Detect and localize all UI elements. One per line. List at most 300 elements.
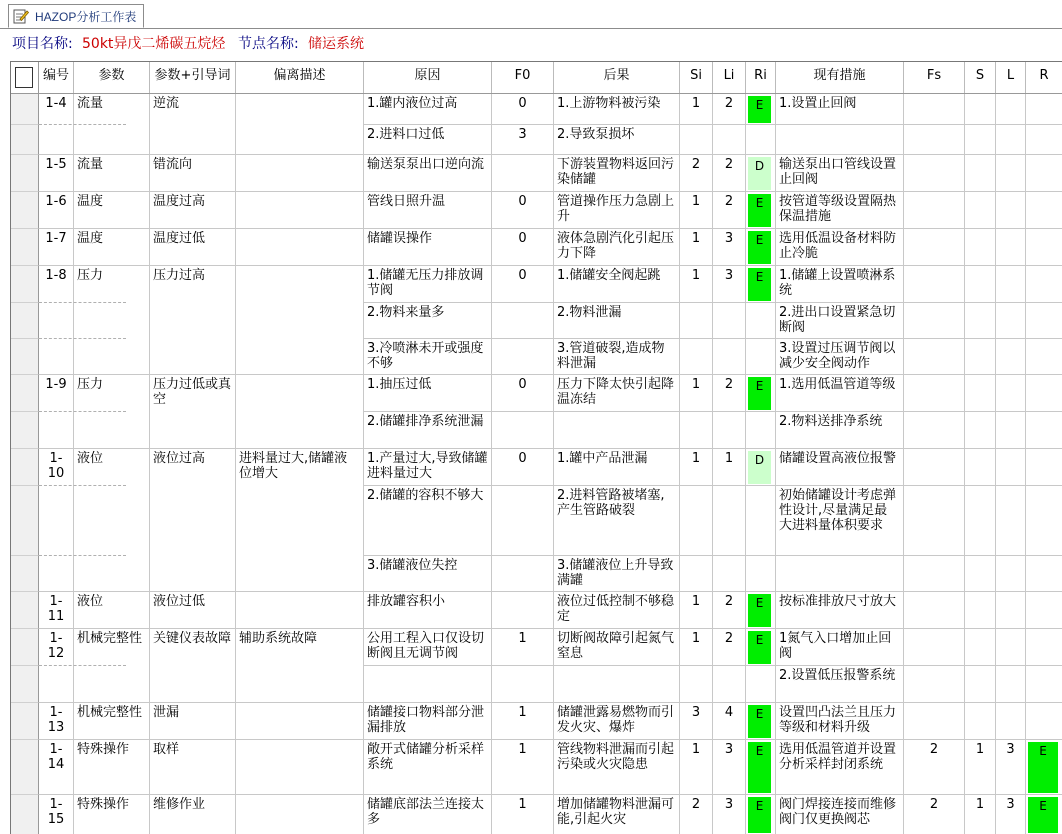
cell-measures[interactable]: 按标准排放尺寸放大 [776,592,904,629]
cell-si[interactable]: 1 [680,229,713,266]
cell-f0[interactable]: 0 [492,266,554,303]
cell-measures[interactable]: 2.设置低压报警系统 [776,666,904,703]
cell-param[interactable]: 机械完整性 [74,703,150,740]
row-selector[interactable] [11,740,39,795]
cell-deviation[interactable] [236,592,364,629]
row-selector[interactable] [11,556,39,592]
cell-consequence[interactable]: 1.上游物料被污染 [554,94,680,125]
cell-li[interactable] [713,125,746,155]
cell-r[interactable] [1026,703,1062,740]
cell-ri[interactable] [746,556,776,592]
cell-r[interactable] [1026,795,1062,834]
cell-ri[interactable] [746,486,776,556]
cell-fs[interactable] [904,412,965,449]
row-selector[interactable] [11,94,39,125]
row-selector[interactable] [11,375,39,412]
cell-l[interactable] [996,556,1026,592]
cell-si[interactable]: 1 [680,449,713,486]
cell-measures[interactable]: 3.设置过压调节阀以减少安全阀动作 [776,339,904,375]
cell-deviation[interactable] [236,795,364,834]
cell-fs[interactable] [904,303,965,339]
cell-fs[interactable]: 2 [904,795,965,834]
cell-f0[interactable] [492,666,554,703]
cell-s[interactable] [965,412,996,449]
cell-r[interactable] [1026,666,1062,703]
cell-s[interactable] [965,486,996,556]
cell-param[interactable]: 压力 [74,375,150,449]
tab-hazop-worksheet[interactable] [8,4,144,28]
cell-r[interactable] [1026,629,1062,666]
cell-cause[interactable]: 排放罐容积小 [364,592,492,629]
cell-ri[interactable] [746,412,776,449]
cell-s[interactable] [965,556,996,592]
row-selector[interactable] [11,155,39,192]
cell-consequence[interactable]: 2.进料管路被堵塞,产生管路破裂 [554,486,680,556]
cell-si[interactable] [680,666,713,703]
cell-cause[interactable]: 输送泵泵出口逆向流 [364,155,492,192]
cell-measures[interactable]: 1.设置止回阀 [776,94,904,125]
cell-id[interactable]: 1-8 [39,266,74,375]
cell-ri[interactable] [746,795,776,834]
cell-si[interactable] [680,412,713,449]
cell-si[interactable]: 1 [680,266,713,303]
cell-li[interactable] [713,303,746,339]
cell-consequence[interactable]: 液体急剧汽化引起压力下降 [554,229,680,266]
cell-measures[interactable]: 2.物料送排净系统 [776,412,904,449]
cell-id[interactable]: 1-7 [39,229,74,266]
cell-consequence[interactable]: 1.罐中产品泄漏 [554,449,680,486]
column-header-l[interactable]: L [996,62,1026,93]
column-header-id[interactable]: 编号 [39,62,74,93]
cell-li[interactable]: 2 [713,375,746,412]
cell-consequence[interactable]: 2.物料泄漏 [554,303,680,339]
cell-ri[interactable] [746,703,776,740]
cell-f0[interactable]: 1 [492,629,554,666]
cell-r[interactable] [1026,412,1062,449]
cell-si[interactable]: 1 [680,740,713,795]
cell-measures[interactable] [776,556,904,592]
cell-ri[interactable] [746,229,776,266]
cell-li[interactable]: 3 [713,229,746,266]
cell-li[interactable]: 4 [713,703,746,740]
cell-f0[interactable] [492,592,554,629]
cell-deviation[interactable] [236,94,364,155]
column-header-s[interactable]: S [965,62,996,93]
cell-s[interactable] [965,339,996,375]
cell-l[interactable] [996,375,1026,412]
cell-l[interactable] [996,125,1026,155]
cell-cause[interactable]: 3.储罐液位失控 [364,556,492,592]
cell-id[interactable]: 1-11 [39,592,74,629]
cell-measures[interactable]: 初始储罐设计考虑弹性设计,尽量满足最大进料量体积要求 [776,486,904,556]
risk-level-badge: E [748,797,771,833]
cell-guide-word[interactable]: 压力过高 [150,266,236,375]
cell-ri[interactable] [746,94,776,125]
cell-s[interactable] [965,266,996,303]
cell-l[interactable] [996,192,1026,229]
cell-si[interactable] [680,339,713,375]
row-selector[interactable] [11,266,39,303]
cell-ri[interactable] [746,266,776,303]
cell-li[interactable] [713,556,746,592]
hazop-grid[interactable] [10,61,1062,834]
column-header-guide-word[interactable]: 参数+引导词 [150,62,236,93]
cell-guide-word[interactable]: 液位过低 [150,592,236,629]
cell-f0[interactable]: 1 [492,703,554,740]
cell-l[interactable] [996,486,1026,556]
cell-id[interactable]: 1-10 [39,449,74,592]
cell-cause[interactable]: 公用工程入口仅设切断阀且无调节阀 [364,629,492,666]
cell-si[interactable]: 2 [680,155,713,192]
cell-si[interactable]: 2 [680,795,713,834]
cell-r[interactable] [1026,375,1062,412]
cell-cause[interactable]: 3.冷喷淋未开或强度不够 [364,339,492,375]
cell-guide-word[interactable]: 温度过高 [150,192,236,229]
cell-s[interactable] [965,125,996,155]
cell-guide-word[interactable]: 压力过低或真空 [150,375,236,449]
cell-measures[interactable]: 1.选用低温管道等级 [776,375,904,412]
cell-li[interactable] [713,339,746,375]
cell-li[interactable] [713,486,746,556]
cell-consequence[interactable]: 液位过低控制不够稳定 [554,592,680,629]
cell-r[interactable] [1026,740,1062,795]
cell-r[interactable] [1026,486,1062,556]
cell-param[interactable]: 流量 [74,155,150,192]
cell-si[interactable] [680,125,713,155]
cell-measures[interactable]: 1.储罐上设置喷淋系统 [776,266,904,303]
cell-l[interactable] [996,703,1026,740]
row-selector[interactable] [11,303,39,339]
cell-li[interactable] [713,666,746,703]
cell-deviation[interactable] [236,703,364,740]
cell-l[interactable]: 3 [996,795,1026,834]
cell-l[interactable] [996,666,1026,703]
column-header-cause[interactable]: 原因 [364,62,492,93]
cell-s[interactable] [965,629,996,666]
cell-f0[interactable] [492,339,554,375]
cell-s[interactable] [965,192,996,229]
cell-r[interactable] [1026,556,1062,592]
cell-cause[interactable]: 2.物料来量多 [364,303,492,339]
row-divider [39,124,126,125]
cell-li[interactable]: 3 [713,795,746,834]
cell-s[interactable] [965,703,996,740]
cell-fs[interactable] [904,375,965,412]
cell-l[interactable] [996,266,1026,303]
cell-l[interactable] [996,94,1026,125]
cell-guide-word[interactable]: 液位过高 [150,449,236,592]
cell-param[interactable]: 液位 [74,449,150,592]
cell-cause[interactable]: 2.储罐排净系统泄漏 [364,412,492,449]
cell-measures[interactable]: 选用低温设备材料防止冷脆 [776,229,904,266]
cell-l[interactable] [996,303,1026,339]
cell-id[interactable]: 1-15 [39,795,74,834]
cell-l[interactable] [996,229,1026,266]
column-header-li[interactable]: Li [713,62,746,93]
cell-li[interactable]: 2 [713,155,746,192]
cell-param[interactable]: 温度 [74,192,150,229]
row-selector[interactable] [11,629,39,666]
cell-deviation[interactable] [236,229,364,266]
cell-measures[interactable]: 按管道等级设置隔热保温措施 [776,192,904,229]
row-selector[interactable] [11,339,39,375]
cell-deviation[interactable] [236,740,364,795]
cell-param[interactable]: 压力 [74,266,150,375]
risk-level-badge: E [748,705,771,738]
cell-measures[interactable]: 储罐设置高液位报警 [776,449,904,486]
cell-f0[interactable] [492,486,554,556]
cell-guide-word[interactable]: 维修作业 [150,795,236,834]
cell-cause[interactable]: 1.储罐无压力排放调节阀 [364,266,492,303]
cell-li[interactable]: 2 [713,192,746,229]
cell-f0[interactable]: 0 [492,449,554,486]
cell-r[interactable] [1026,192,1062,229]
cell-si[interactable]: 1 [680,192,713,229]
cell-s[interactable]: 1 [965,795,996,834]
cell-fs[interactable] [904,592,965,629]
cell-param[interactable]: 机械完整性 [74,629,150,703]
cell-guide-word[interactable]: 温度过低 [150,229,236,266]
column-header-r[interactable]: R [1026,62,1062,93]
cell-r[interactable] [1026,229,1062,266]
cell-r[interactable] [1026,303,1062,339]
cell-consequence[interactable] [554,666,680,703]
cell-si[interactable]: 1 [680,629,713,666]
cell-measures[interactable]: 阀门焊接连接而维修阀门仅更换阀芯 [776,795,904,834]
cell-r[interactable] [1026,339,1062,375]
cell-cause[interactable]: 储罐误操作 [364,229,492,266]
cell-measures[interactable]: 1氮气入口增加止回阀 [776,629,904,666]
cell-cause[interactable] [364,666,492,703]
cell-cause[interactable]: 敞开式储罐分析采样系统 [364,740,492,795]
cell-consequence[interactable]: 3.储罐液位上升导致满罐 [554,556,680,592]
cell-ri[interactable] [746,339,776,375]
column-header-si[interactable]: Si [680,62,713,93]
cell-fs[interactable] [904,94,965,125]
cell-cause[interactable]: 储罐接口物料部分泄漏排放 [364,703,492,740]
cell-consequence[interactable]: 管线物料泄漏而引起污染或火灾隐患 [554,740,680,795]
cell-fs[interactable]: 2 [904,740,965,795]
cell-r[interactable] [1026,449,1062,486]
cell-guide-word[interactable]: 关键仪表故障 [150,629,236,703]
cell-f0[interactable] [492,303,554,339]
cell-ri[interactable] [746,592,776,629]
cell-consequence[interactable]: 3.管道破裂,造成物料泄漏 [554,339,680,375]
cell-f0[interactable] [492,556,554,592]
cell-s[interactable] [965,592,996,629]
cell-ri[interactable] [746,629,776,666]
cell-consequence[interactable]: 压力下降太快引起降温冻结 [554,375,680,412]
cell-s[interactable] [965,303,996,339]
cell-id[interactable]: 1-14 [39,740,74,795]
column-header-measures[interactable]: 现有措施 [776,62,904,93]
cell-param[interactable]: 液位 [74,592,150,629]
cell-id[interactable]: 1-9 [39,375,74,449]
cell-cause[interactable]: 2.储罐的容积不够大 [364,486,492,556]
cell-si[interactable]: 1 [680,375,713,412]
row-selector[interactable] [11,229,39,266]
cell-id[interactable]: 1-12 [39,629,74,703]
column-header-ri[interactable]: Ri [746,62,776,93]
cell-consequence[interactable]: 增加储罐物料泄漏可能,引起火灾 [554,795,680,834]
row-selector[interactable] [11,703,39,740]
row-selector[interactable] [11,795,39,834]
cell-si[interactable]: 3 [680,703,713,740]
cell-fs[interactable] [904,556,965,592]
cell-measures[interactable]: 输送泵出口管线设置止回阀 [776,155,904,192]
cell-param[interactable]: 特殊操作 [74,795,150,834]
cell-deviation[interactable]: 辅助系统故障 [236,629,364,703]
cell-ri[interactable] [746,125,776,155]
cell-ri[interactable] [746,375,776,412]
column-header-consequence[interactable]: 后果 [554,62,680,93]
cell-f0[interactable] [492,412,554,449]
row-selector[interactable] [11,192,39,229]
cell-fs[interactable] [904,339,965,375]
cell-cause[interactable]: 储罐底部法兰连接太多 [364,795,492,834]
cell-li[interactable]: 1 [713,449,746,486]
cell-id[interactable]: 1-4 [39,94,74,155]
cell-s[interactable] [965,155,996,192]
cell-consequence[interactable]: 1.储罐安全阀起跳 [554,266,680,303]
select-all-corner[interactable] [11,62,39,93]
cell-measures[interactable]: 选用低温管道并设置分析采样封闭系统 [776,740,904,795]
cell-ri[interactable] [746,192,776,229]
cell-r[interactable] [1026,125,1062,155]
cell-consequence[interactable] [554,412,680,449]
cell-cause[interactable]: 2.进料口过低 [364,125,492,155]
tab-strip [0,0,1062,29]
row-selector[interactable] [11,125,39,155]
cell-f0[interactable] [492,155,554,192]
cell-consequence[interactable]: 2.导致泵损坏 [554,125,680,155]
cell-li[interactable]: 2 [713,94,746,125]
cell-li[interactable]: 3 [713,266,746,303]
cell-fs[interactable] [904,449,965,486]
cell-measures[interactable]: 2.进出口设置紧急切断阀 [776,303,904,339]
cell-l[interactable] [996,339,1026,375]
cell-si[interactable]: 1 [680,94,713,125]
column-header-deviation[interactable]: 偏离描述 [236,62,364,93]
cell-s[interactable] [965,375,996,412]
column-header-f0[interactable]: F0 [492,62,554,93]
column-header-fs[interactable]: Fs [904,62,965,93]
column-header-param[interactable]: 参数 [74,62,150,93]
cell-fs[interactable] [904,229,965,266]
cell-fs[interactable] [904,666,965,703]
cell-li[interactable] [713,412,746,449]
cell-s[interactable]: 1 [965,740,996,795]
cell-cause[interactable]: 1.产量过大,导致储罐进料量过大 [364,449,492,486]
cell-consequence[interactable]: 切断阀故障引起氮气窒息 [554,629,680,666]
cell-l[interactable] [996,449,1026,486]
cell-s[interactable] [965,229,996,266]
cell-f0[interactable]: 0 [492,375,554,412]
cell-f0[interactable]: 1 [492,740,554,795]
risk-level-badge: D [748,157,771,190]
cell-consequence[interactable]: 下游装置物料返回污染储罐 [554,155,680,192]
cell-cause[interactable]: 1.罐内液位过高 [364,94,492,125]
cell-deviation[interactable] [236,266,364,375]
cell-fs[interactable] [904,629,965,666]
cell-r[interactable] [1026,155,1062,192]
cell-fs[interactable] [904,266,965,303]
cell-l[interactable] [996,155,1026,192]
cell-si[interactable]: 1 [680,592,713,629]
cell-guide-word[interactable]: 取样 [150,740,236,795]
cell-s[interactable] [965,94,996,125]
cell-deviation[interactable] [236,375,364,449]
cell-l[interactable] [996,592,1026,629]
cell-si[interactable] [680,486,713,556]
cell-guide-word[interactable]: 错流向 [150,155,236,192]
cell-deviation[interactable]: 进料量过大,储罐液位增大 [236,449,364,592]
cell-deviation[interactable] [236,192,364,229]
cell-consequence[interactable]: 储罐泄露易燃物而引发火灾、爆炸 [554,703,680,740]
cell-id[interactable]: 1-5 [39,155,74,192]
cell-f0[interactable]: 0 [492,94,554,125]
row-selector[interactable] [11,592,39,629]
cell-si[interactable] [680,303,713,339]
cell-f0[interactable]: 1 [492,795,554,834]
cell-measures[interactable]: 设置凹凸法兰且压力等级和材料升级 [776,703,904,740]
cell-si[interactable] [680,556,713,592]
cell-cause[interactable]: 1.抽压过低 [364,375,492,412]
cell-fs[interactable] [904,703,965,740]
cell-cause[interactable]: 管线日照升温 [364,192,492,229]
cell-ri[interactable] [746,666,776,703]
cell-consequence[interactable]: 管道操作压力急剧上升 [554,192,680,229]
cell-id[interactable]: 1-6 [39,192,74,229]
cell-fs[interactable] [904,125,965,155]
cell-ri[interactable] [746,740,776,795]
cell-ri[interactable] [746,303,776,339]
cell-measures[interactable] [776,125,904,155]
cell-id[interactable]: 1-13 [39,703,74,740]
row-selector[interactable] [11,449,39,486]
cell-r[interactable] [1026,266,1062,303]
cell-s[interactable] [965,449,996,486]
cell-l[interactable] [996,629,1026,666]
cell-ri[interactable] [746,155,776,192]
cell-f0[interactable]: 0 [492,192,554,229]
cell-s[interactable] [965,666,996,703]
row-selector[interactable] [11,412,39,449]
cell-guide-word[interactable]: 泄漏 [150,703,236,740]
cell-guide-word[interactable]: 逆流 [150,94,236,155]
cell-r[interactable] [1026,592,1062,629]
cell-li[interactable]: 3 [713,740,746,795]
row-selector[interactable] [11,486,39,556]
cell-r[interactable] [1026,94,1062,125]
cell-fs[interactable] [904,192,965,229]
cell-f0[interactable]: 3 [492,125,554,155]
cell-fs[interactable] [904,155,965,192]
cell-l[interactable] [996,412,1026,449]
cell-li[interactable]: 2 [713,629,746,666]
cell-l[interactable]: 3 [996,740,1026,795]
cell-deviation[interactable] [236,155,364,192]
cell-f0[interactable]: 0 [492,229,554,266]
cell-param[interactable]: 特殊操作 [74,740,150,795]
row-selector[interactable] [11,666,39,703]
cell-li[interactable]: 2 [713,592,746,629]
row-divider [39,555,126,556]
cell-fs[interactable] [904,486,965,556]
cell-param[interactable]: 温度 [74,229,150,266]
cell-param[interactable]: 流量 [74,94,150,155]
cell-ri[interactable] [746,449,776,486]
